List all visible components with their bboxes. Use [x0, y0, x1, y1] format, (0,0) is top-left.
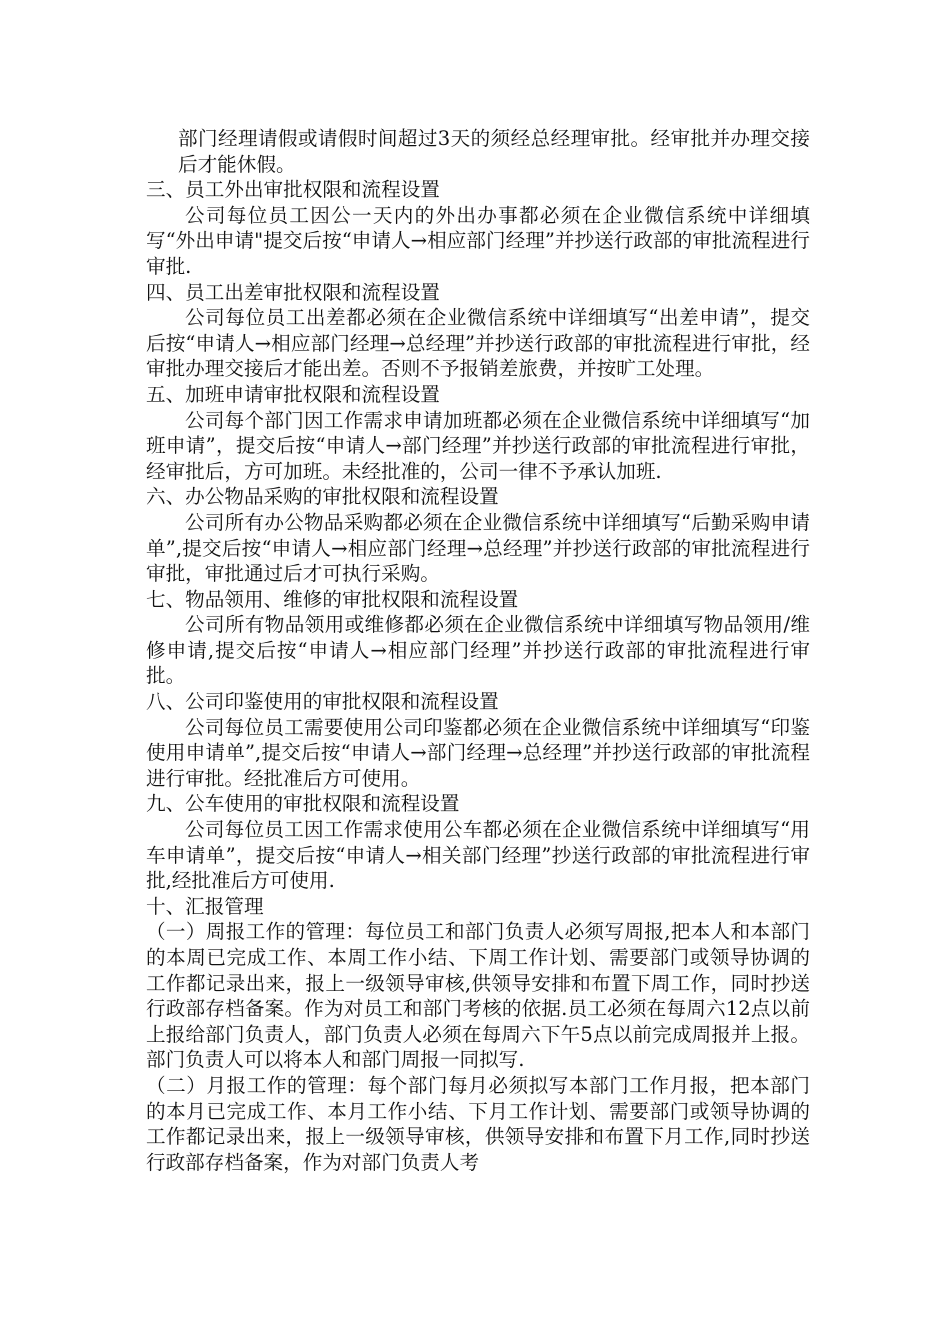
body-paragraph-7: 公司所有物品领用或维修都必须在企业微信系统中详细填写物品领用/维修申请,提交后按“申请人→相应部门经理”并抄送行政部的审批流程进行审批。 — [146, 613, 810, 688]
section-heading-7: 七、物品领用、维修的审批权限和流程设置 — [146, 587, 519, 611]
section-heading-5: 五、加班申请审批权限和流程设置 — [146, 382, 440, 406]
body-paragraph-3: 公司每位员工因公一天内的外出办事都必须在企业微信系统中详细填写“外出申请"提交后按“申请人→相应部门经理”并抄送行政部的审批流程进行审批. — [146, 203, 810, 278]
body-paragraph-8: 公司每位员工需要使用公司印鉴都必须在企业微信系统中详细填写“印鉴使用申请单”,提交后按“申请人→部门经理→总经理”并抄送行政部的审批流程进行审批。经批准后方可使用。 — [146, 715, 810, 790]
continuation-paragraph: 部门经理请假或请假时间超过3天的须经总经理审批。经审批并办理交接后才能休假。 — [178, 127, 810, 176]
body-paragraph-9: 公司每位员工因工作需求使用公车都必须在企业微信系统中详细填写“用车申请单”，提交后按“申请人→相关部门经理”抄送行政部的审批流程进行审批,经批准后方可使用. — [146, 818, 810, 893]
section-heading-6: 六、办公物品采购的审批权限和流程设置 — [146, 485, 499, 509]
section-heading-10: 十、汇报管理 — [146, 894, 264, 918]
subsection-monthly-report: （二）月报工作的管理：每个部门每月必须拟写本部门工作月报，把本部门的本月已完成工作、本月工作小结、下月工作计划、需要部门或领导协调的工作都记录出来，报上一级领导审核，供领导安排和布置下月工作,同时抄送行政部存档备案，作为对部门负责人考 — [146, 1073, 810, 1174]
section-heading-9: 九、公车使用的审批权限和流程设置 — [146, 792, 460, 816]
body-paragraph-5: 公司每个部门因工作需求申请加班都必须在企业微信系统中详细填写“加班申请”，提交后按“申请人→部门经理”并抄送行政部的审批流程进行审批，经审批后，方可加班。未经批准的，公司一律不予承认加班. — [146, 408, 810, 483]
section-heading-4: 四、员工出差审批权限和流程设置 — [146, 280, 440, 304]
section-heading-3: 三、员工外出审批权限和流程设置 — [146, 178, 440, 202]
document-body — [146, 126, 810, 1175]
section-heading-8: 八、公司印鉴使用的审批权限和流程设置 — [146, 690, 499, 714]
subsection-weekly-report: （一）周报工作的管理：每位员工和部门负责人必须写周报,把本人和本部门的本周已完成工作、本周工作小结、下周工作计划、需要部门或领导协调的工作都记录出来，报上一级领导审核,供领导安排和布置下周工作，同时抄送行政部存档备案。作为对员工和部门考核的依据.员工必须在每周六12点以前上报给部门负责人，部门负责人必须在每周六下午5点以前完成周报并上报。部门负责人可以将本人和部门周报一同拟写. — [146, 920, 810, 1072]
body-paragraph-6: 公司所有办公物品采购都必须在企业微信系统中详细填写“后勤采购申请单”,提交后按“申请人→相应部门经理→总经理”并抄送行政部的审批流程进行审批，审批通过后才可执行采购。 — [146, 510, 810, 586]
body-paragraph-4: 公司每位员工出差都必须在企业微信系统中详细填写“出差申请”，提交后按“申请人→相应部门经理→总经理”并抄送行政部的审批流程进行审批，经审批办理交接后才能出差。否则不予报销差旅费，并按旷工处理。 — [146, 306, 810, 381]
